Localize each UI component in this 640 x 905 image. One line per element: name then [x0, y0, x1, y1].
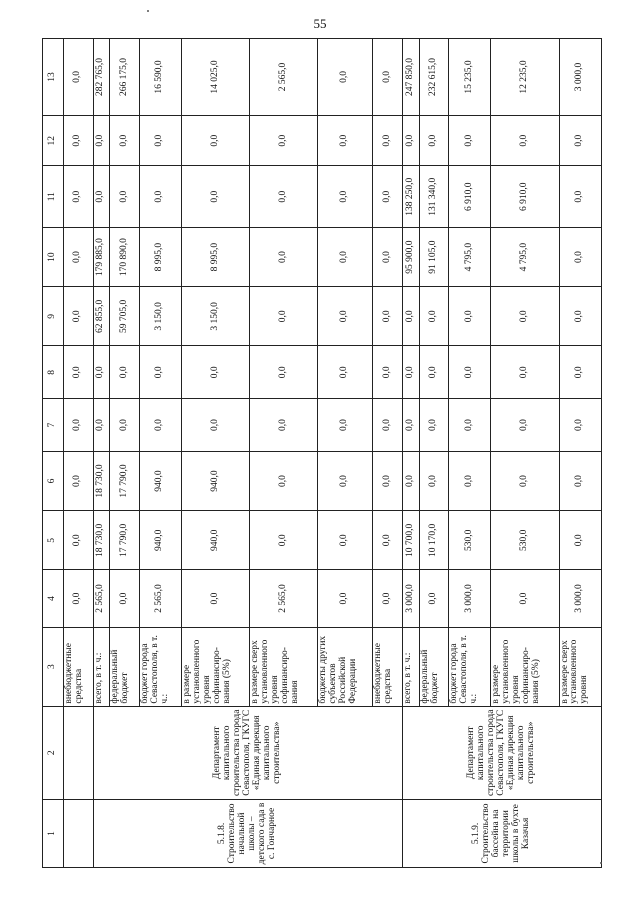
value-cell: 0,0	[402, 399, 419, 452]
header-cell: 3	[43, 627, 64, 706]
value-cell: 14 025,0	[182, 39, 250, 116]
value-cell: 2 565,0	[139, 570, 181, 627]
value-cell: 6 910,0	[449, 166, 491, 227]
value-cell: 0,0	[491, 287, 559, 346]
value-cell: 0,0	[419, 287, 449, 346]
value-cell: 0,0	[250, 166, 318, 227]
value-cell: 0,0	[491, 451, 559, 510]
value-cell: 0,0	[64, 451, 94, 510]
value-cell: 0,0	[93, 399, 110, 452]
funding-source-label: в размере сверх установленного уровня	[559, 627, 601, 706]
value-cell: 170 890,0	[110, 227, 140, 286]
value-cell: 10 170,0	[419, 511, 449, 570]
value-cell: 8 995,0	[182, 227, 250, 286]
value-cell: 10 700,0	[402, 511, 419, 570]
header-cell: 12	[43, 115, 64, 166]
value-cell: 0,0	[419, 570, 449, 627]
header-cell: 4	[43, 570, 64, 627]
value-cell: 17 790,0	[110, 451, 140, 510]
value-cell: 3 150,0	[139, 287, 181, 346]
header-cell: 2	[43, 706, 64, 799]
value-cell: 0,0	[110, 166, 140, 227]
executor-5-1-9: Департамент капитального строительства города Севастополя, ГКУГС «Единая дирекция капитального строительства»	[402, 706, 601, 799]
value-cell: 0,0	[182, 166, 250, 227]
header-cell: 8	[43, 346, 64, 399]
value-cell: 0,0	[491, 346, 559, 399]
value-cell: 0,0	[93, 115, 110, 166]
funding-source-label: в размере установленного уровня софинансиро-вания (5%)	[182, 627, 250, 706]
value-cell: 0,0	[373, 287, 403, 346]
funding-source-label: бюджет города Севастополя, в т. ч.:	[139, 627, 181, 706]
value-cell: 18 730,0	[93, 511, 110, 570]
value-cell: 0,0	[64, 39, 94, 116]
funding-source-label: бюджеты других субъектов Российской Федерации	[318, 627, 373, 706]
value-cell: 0,0	[250, 399, 318, 452]
value-cell: 0,0	[64, 511, 94, 570]
value-cell: 0,0	[64, 115, 94, 166]
value-cell: 4 795,0	[449, 227, 491, 286]
value-cell: 179 885,0	[93, 227, 110, 286]
value-cell: 12 235,0	[491, 39, 559, 116]
value-cell: 0,0	[449, 346, 491, 399]
value-cell: 17 790,0	[110, 511, 140, 570]
value-cell: 940,0	[182, 511, 250, 570]
value-cell: 0,0	[139, 166, 181, 227]
header-cell: 7	[43, 399, 64, 452]
value-cell: 0,0	[373, 166, 403, 227]
value-cell: 0,0	[64, 227, 94, 286]
value-cell: 2 565,0	[250, 39, 318, 116]
value-cell: 0,0	[318, 511, 373, 570]
value-cell: 0,0	[64, 346, 94, 399]
funding-source-label: внебюджетные средства	[373, 627, 403, 706]
value-cell: 0,0	[110, 115, 140, 166]
value-cell: 0,0	[64, 287, 94, 346]
value-cell: 0,0	[139, 115, 181, 166]
value-cell: 18 730,0	[93, 451, 110, 510]
value-cell: 0,0	[318, 166, 373, 227]
funding-source-label: всего, в т. ч.:	[402, 627, 419, 706]
value-cell: 0,0	[402, 451, 419, 510]
value-cell: 0,0	[373, 511, 403, 570]
value-cell: 0,0	[419, 115, 449, 166]
header-cell: 9	[43, 287, 64, 346]
value-cell: 0,0	[559, 451, 601, 510]
value-cell: 0,0	[373, 227, 403, 286]
value-cell: 0,0	[64, 399, 94, 452]
value-cell: 0,0	[182, 570, 250, 627]
value-cell: 0,0	[139, 346, 181, 399]
value-cell: 940,0	[139, 511, 181, 570]
value-cell: 0,0	[110, 570, 140, 627]
value-cell: 232 615,0	[419, 39, 449, 116]
table-row	[93, 39, 110, 868]
value-cell: 0,0	[559, 287, 601, 346]
value-cell: 0,0	[373, 115, 403, 166]
value-cell: 3 000,0	[559, 570, 601, 627]
value-cell: 0,0	[250, 511, 318, 570]
value-cell: 0,0	[419, 346, 449, 399]
value-cell: 247 850,0	[402, 39, 419, 116]
header-cell: 13	[43, 39, 64, 116]
value-cell: 0,0	[250, 115, 318, 166]
value-cell: 0,0	[419, 399, 449, 452]
funding-source-label: всего, в т. ч.:	[93, 627, 110, 706]
value-cell: 0,0	[402, 115, 419, 166]
value-cell: 131 340,0	[419, 166, 449, 227]
executor-5-1-8: Департамент капитального строительства города Севастополя, ГКУГС «Единая дирекция капитального строительства»	[93, 706, 402, 799]
value-cell: 3 000,0	[402, 570, 419, 627]
value-cell: 0,0	[402, 287, 419, 346]
funding-source-label: внебюджетные средства	[64, 627, 94, 706]
value-cell: 0,0	[250, 451, 318, 510]
value-cell: 0,0	[182, 346, 250, 399]
header-cell: 1	[43, 799, 64, 867]
funding-source-label: бюджет города Севастополя, в т. ч.:	[449, 627, 491, 706]
value-cell: 62 855,0	[93, 287, 110, 346]
rotated-table-wrapper	[42, 38, 602, 868]
value-cell: 940,0	[182, 451, 250, 510]
value-cell: 0,0	[419, 451, 449, 510]
empty-cell	[64, 706, 94, 799]
value-cell: 0,0	[110, 346, 140, 399]
value-cell: 0,0	[449, 451, 491, 510]
value-cell: 530,0	[449, 511, 491, 570]
value-cell: 138 250,0	[402, 166, 419, 227]
value-cell: 3 000,0	[449, 570, 491, 627]
funding-source-label: федеральный бюджет	[110, 627, 140, 706]
scan-speck	[147, 10, 149, 12]
budget-table	[42, 38, 602, 868]
value-cell: 282 765,0	[93, 39, 110, 116]
value-cell: 16 590,0	[139, 39, 181, 116]
value-cell: 0,0	[373, 39, 403, 116]
value-cell: 0,0	[64, 166, 94, 227]
value-cell: 0,0	[318, 451, 373, 510]
value-cell: 0,0	[64, 570, 94, 627]
value-cell: 0,0	[449, 115, 491, 166]
value-cell: 8 995,0	[139, 227, 181, 286]
value-cell: 0,0	[491, 399, 559, 452]
value-cell: 6 910,0	[491, 166, 559, 227]
item-name-5-1-9: 5.1.9. Строительство бассейна на территории школы в бухте Казачья	[402, 799, 601, 867]
value-cell: 0,0	[182, 115, 250, 166]
value-cell: 0,0	[559, 227, 601, 286]
value-cell: 266 175,0	[110, 39, 140, 116]
value-cell: 0,0	[373, 399, 403, 452]
header-cell: 6	[43, 451, 64, 510]
value-cell: 2 565,0	[250, 570, 318, 627]
value-cell: 0,0	[491, 570, 559, 627]
value-cell: 95 900,0	[402, 227, 419, 286]
value-cell: 0,0	[318, 346, 373, 399]
item-name-5-1-8: 5.1.8. Строительство начальной школы – детского сада в с. Гончарное	[93, 799, 402, 867]
value-cell: 0,0	[559, 166, 601, 227]
value-cell: 0,0	[318, 570, 373, 627]
header-row	[43, 39, 64, 868]
value-cell: 59 705,0	[110, 287, 140, 346]
value-cell: 3 150,0	[182, 287, 250, 346]
value-cell: 0,0	[318, 227, 373, 286]
value-cell: 0,0	[318, 115, 373, 166]
value-cell: 0,0	[373, 570, 403, 627]
value-cell: 0,0	[139, 399, 181, 452]
table-row	[402, 39, 419, 868]
header-cell: 11	[43, 166, 64, 227]
header-cell: 5	[43, 511, 64, 570]
value-cell: 0,0	[402, 346, 419, 399]
value-cell: 0,0	[250, 287, 318, 346]
value-cell: 0,0	[559, 511, 601, 570]
value-cell: 530,0	[491, 511, 559, 570]
funding-source-label: федеральный бюджет	[419, 627, 449, 706]
value-cell: 0,0	[250, 346, 318, 399]
value-cell: 0,0	[491, 115, 559, 166]
table-row	[64, 39, 94, 868]
page-number: 55	[313, 16, 327, 31]
value-cell: 0,0	[93, 346, 110, 399]
value-cell: 0,0	[559, 115, 601, 166]
value-cell: 940,0	[139, 451, 181, 510]
value-cell: 0,0	[250, 227, 318, 286]
value-cell: 91 105,0	[419, 227, 449, 286]
value-cell: 0,0	[318, 399, 373, 452]
value-cell: 0,0	[318, 287, 373, 346]
value-cell: 4 795,0	[491, 227, 559, 286]
value-cell: 0,0	[93, 166, 110, 227]
value-cell: 0,0	[373, 346, 403, 399]
value-cell: 3 000,0	[559, 39, 601, 116]
value-cell: 0,0	[318, 39, 373, 116]
funding-source-label: в размере установленного уровня софинансиро-вания (5%)	[491, 627, 559, 706]
empty-cell	[64, 799, 94, 867]
header-cell: 10	[43, 227, 64, 286]
value-cell: 0,0	[559, 399, 601, 452]
value-cell: 0,0	[449, 287, 491, 346]
value-cell: 0,0	[182, 399, 250, 452]
value-cell: 2 565,0	[93, 570, 110, 627]
value-cell: 0,0	[559, 346, 601, 399]
value-cell: 0,0	[110, 399, 140, 452]
value-cell: 0,0	[449, 399, 491, 452]
funding-source-label: в размере сверх установленного уровня софинансиро-вания	[250, 627, 318, 706]
scan-speck	[600, 862, 602, 864]
value-cell: 15 235,0	[449, 39, 491, 116]
value-cell: 0,0	[373, 451, 403, 510]
